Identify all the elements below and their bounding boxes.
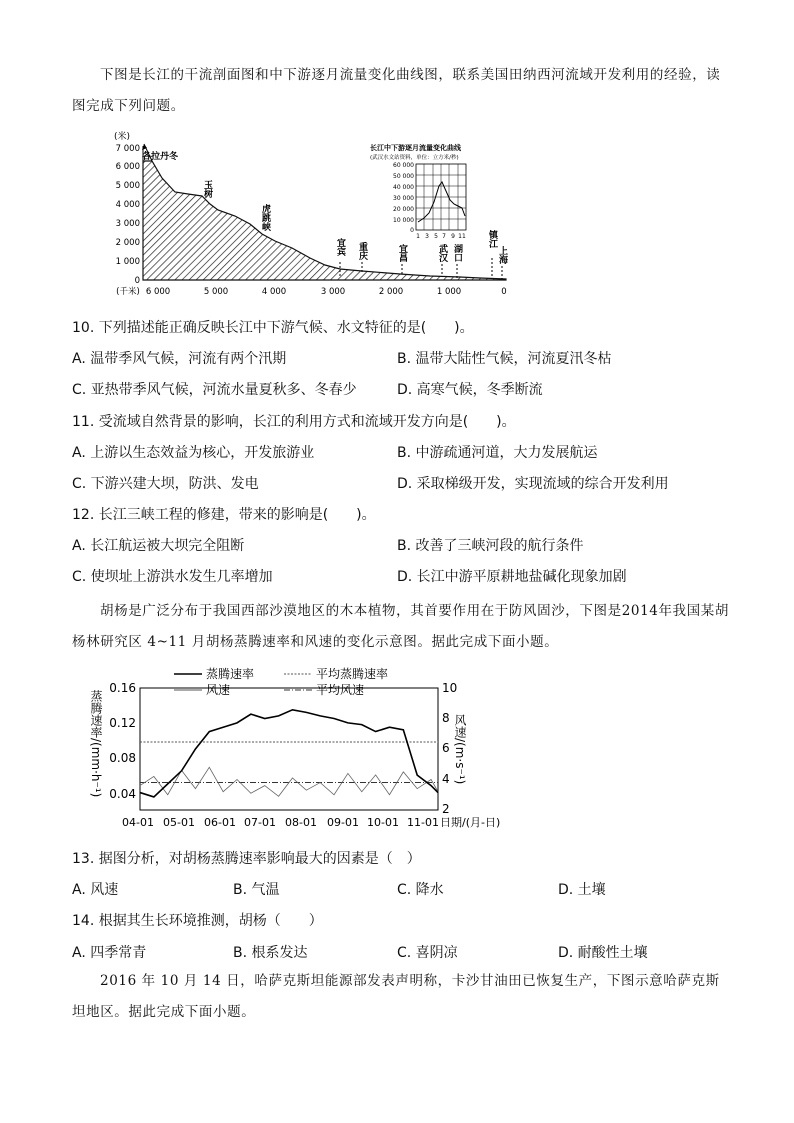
inset-y-tick: 60 000 [393,162,414,169]
question-10: 10. 下列描述能正确反映长江中下游气候、水文特征的是( )。 [72,320,474,336]
inset-x-tick: 9 [451,233,455,240]
profile-y-tick: 3 000 [115,219,140,229]
inset-y-tick: 0 [410,227,414,234]
q14-option-d[interactable]: D. 耐酸性土壤 [558,945,648,961]
q10-option-b[interactable]: B. 温带大陆性气候，河流夏汛冬枯 [397,351,612,367]
inset-x-tick: 5 [434,233,438,240]
place-label-geladandong: 各拉丹冬 [142,152,179,162]
profile-x-tick: 5 000 [203,287,229,297]
place-label-hutiaoxia: 虎跳峡 [260,204,270,231]
x-tick: 05-01 [163,816,195,829]
y-left-tick: 0.08 [109,751,136,765]
profile-y-tick: 7 000 [115,144,140,154]
x-tick: 07-01 [244,816,276,829]
y-left-tick: 0.12 [109,716,136,730]
profile-x-tick: 3 000 [320,287,346,297]
inset-y-tick: 30 000 [393,195,414,202]
section3-intro: 2016 年 10 月 14 日，哈萨克斯坦能源部发表声明称，卡沙甘油田已恢复生产，下图示意哈萨克斯坦地区。据此完成下面小题。 [72,973,720,1020]
q13-option-a[interactable]: A. 风速 [72,882,119,898]
profile-x-tick: 1 000 [436,287,462,297]
profile-x-tick: 0 [501,287,507,297]
inset-x-tick: 1 [416,233,420,240]
place-label-wuhan: 武汉 [437,244,447,262]
legend-avg-wind: 平均风速 [316,683,365,697]
place-label-hukou: 湖口 [452,244,462,262]
q10-option-a[interactable]: A. 温带季风气候，河流有两个汛期 [72,351,287,367]
x-tick: 08-01 [285,816,317,829]
inset-title: 长江中下游逐月流量变化曲线 [370,144,461,152]
place-label-yushu: 玉树 [202,180,212,198]
q12-option-a[interactable]: A. 长江航运被大坝完全阻断 [72,538,245,554]
place-label-yibin: 宜宾 [335,238,345,256]
profile-y-tick: 0 [134,276,140,286]
inset-subtitle: (武汉水文站资料，单位：立方米/秒) [370,155,459,161]
transpiration-rate-line [140,710,438,797]
place-label-zhenjiang: 镇江 [487,230,497,248]
x-tick: 09-01 [327,816,359,829]
profile-y-ticks [116,144,140,286]
y-right-tick: 10 [442,681,458,695]
q12-option-d[interactable]: D. 长江中游平原耕地盐碱化现象加剧 [397,569,627,585]
yangtze-profile-figure [100,128,520,300]
q14-option-c[interactable]: C. 喜阴凉 [397,945,458,961]
inset-x-tick: 7 [442,233,446,240]
legend-transpiration: 蒸腾速率 [206,667,255,681]
x-tick: 06-01 [204,816,236,829]
y-left-tick: 0.04 [109,787,136,801]
chart-ylabel-right: 风速/(m·s⁻¹) [453,714,467,785]
profile-y-tick: 1 000 [115,257,140,267]
q13-option-b[interactable]: B. 气温 [233,882,280,898]
section1-intro: 下图是长江的干流剖面图和中下游逐月流量变化曲线图，联系美国田纳西河流域开发利用的经验，读图完成下列问题。 [72,67,721,114]
chart-legend [174,666,388,697]
chart-xlabel: 日期/(月-日) [440,816,501,829]
y-right-tick: 6 [442,741,450,755]
y-left-tick: 0.16 [109,681,136,695]
q13-option-d[interactable]: D. 土壤 [558,882,606,898]
inset-x-tick: 3 [425,233,429,240]
evaporation-wind-chart [84,664,514,830]
x-tick: 04-01 [122,816,154,829]
q10-option-d[interactable]: D. 高寒气候，冬季断流 [397,382,543,398]
q14-option-a[interactable]: A. 四季常青 [72,945,147,961]
y-right-tick: 8 [442,711,450,725]
question-13: 13. 据图分析，对胡杨蒸腾速率影响最大的因素是（ ） [72,851,421,867]
q13-option-c[interactable]: C. 降水 [397,882,444,898]
wind-speed-line [140,767,438,796]
profile-y-tick: 5 000 [115,181,140,191]
chart-ylabel-left: 蒸腾速率/(mm·h⁻¹) [89,690,103,798]
place-label-chongqing: 重庆 [357,242,367,260]
x-tick: 11-01 [407,816,439,829]
inset-x-tick: 11 [458,233,466,240]
q12-option-b[interactable]: B. 改善了三峡河段的航行条件 [397,538,584,554]
profile-x-tick: 2 000 [378,287,404,297]
place-label-shanghai: 上海 [497,246,507,264]
profile-x-tick: 6 000 [145,287,171,297]
profile-y-tick: 4 000 [115,200,140,210]
profile-x-unit: (千米) [116,287,140,297]
inset-y-tick: 50 000 [393,173,414,180]
inset-y-tick: 40 000 [393,184,414,191]
q11-option-c[interactable]: C. 下游兴建大坝，防洪、发电 [72,476,259,492]
q11-option-d[interactable]: D. 采取梯级开发，实现流域的综合开发利用 [397,476,669,492]
profile-y-unit: (米) [114,132,131,142]
y-right-tick: 4 [442,772,450,786]
inset-y-tick: 10 000 [393,217,414,224]
legend-avg-transpiration: 平均蒸腾速率 [316,667,389,681]
chart-marks [140,710,438,797]
q14-option-b[interactable]: B. 根系发达 [233,945,308,961]
profile-y-tick: 2 000 [115,238,140,248]
legend-wind: 风速 [206,683,231,697]
question-12: 12. 长江三峡工程的修建，带来的影响是( )。 [72,507,376,523]
question-11: 11. 受流域自然背景的影响，长江的利用方式和流域开发方向是( )。 [72,414,516,430]
profile-y-tick: 6 000 [115,162,140,172]
flow-inset [370,143,466,240]
q11-option-b[interactable]: B. 中游疏通河道，大力发展航运 [397,445,598,461]
y-right-tick: 2 [442,802,450,816]
q12-option-c[interactable]: C. 使坝址上游洪水发生几率增加 [72,569,273,585]
section2-intro: 胡杨是广泛分布于我国西部沙漠地区的木本植物，其首要作用在于防风固沙，下图是2014年我国某胡杨林研究区 4~11 月胡杨蒸腾速率和风速的变化示意图。据此完成下面小题。 [72,603,729,650]
q11-option-a[interactable]: A. 上游以生态效益为核心，开发旅游业 [72,445,315,461]
profile-x-tick: 4 000 [261,287,287,297]
inset-y-tick: 20 000 [393,206,414,213]
question-14: 14. 根据其生长环境推测，胡杨（ ） [72,913,323,929]
x-tick: 10-01 [367,816,399,829]
q10-option-c[interactable]: C. 亚热带季风气候，河流水量夏秋多、冬春少 [72,382,357,398]
place-label-yichang: 宜昌 [397,244,407,262]
